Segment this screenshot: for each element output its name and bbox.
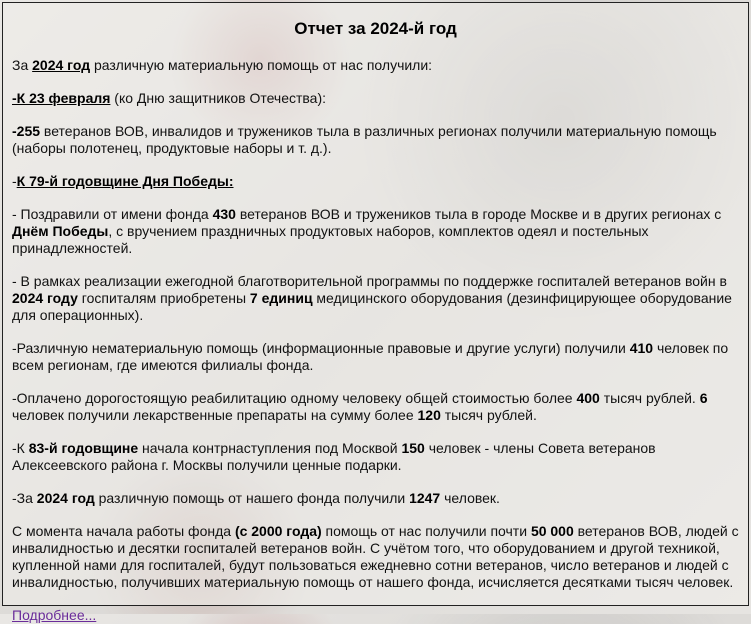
- report-paragraph: [12, 123, 742, 157]
- highlight-text: 430: [212, 206, 236, 222]
- highlight-text: Днём Победы: [12, 223, 109, 239]
- report-paragraph: [12, 57, 742, 74]
- highlight-text: 150: [401, 440, 425, 456]
- paragraph-text: человек.: [440, 490, 500, 506]
- paragraph-text: различную материальную помощь от нас получили:: [90, 57, 433, 73]
- highlight-text: 410: [629, 340, 654, 356]
- report-paragraph: [12, 523, 742, 591]
- report-paragraph: [12, 90, 742, 107]
- report-paragraph: [12, 440, 742, 474]
- more-link[interactable]: Подробнее...: [12, 607, 97, 623]
- highlight-text: -255: [12, 123, 41, 139]
- paragraph-text: , с вручением праздничных продуктовых наборов, комплектов одеял и постельных принадлежностей.: [12, 223, 649, 256]
- paragraph-text: -К: [12, 440, 29, 456]
- highlight-text: 6: [699, 390, 708, 406]
- report-body: [9, 57, 742, 591]
- paragraph-text: начала контрнаступления под Москвой: [138, 440, 402, 456]
- paragraph-text: ветеранов ВОВ, инвалидов и тружеников тыла в различных регионах получили материальную помощь (наборы полотенец, продуктовые наборы и т. д.).: [12, 123, 717, 156]
- report-paragraph: [12, 206, 742, 257]
- paragraph-text: За: [12, 57, 33, 73]
- report-paragraph: [12, 273, 742, 324]
- paragraph-text: человек по всем регионам, где имеются филиалы фонда.: [12, 340, 729, 373]
- paragraph-text: ветеранов ВОВ и тружеников тыла в городе Москве и в других регионах с: [235, 206, 722, 222]
- report-paragraph: [12, 490, 742, 507]
- paragraph-text: помощь от нас получили почти: [321, 523, 531, 539]
- highlight-text: 400: [576, 390, 600, 406]
- paragraph-text: различную помощь от нашего фонда получили: [94, 490, 410, 506]
- report-paragraph: [12, 173, 742, 190]
- highlight-text: 120: [417, 407, 441, 423]
- highlight-text: 2024 год: [32, 57, 91, 73]
- highlight-text: 2024 год: [36, 490, 95, 506]
- paragraph-text: -Оплачено дорогостоящую реабилитацию одному человеку общей стоимостью более: [12, 390, 577, 406]
- report-paragraph: [12, 340, 742, 374]
- highlight-text: 1247: [409, 490, 441, 506]
- paragraph-text: -За: [12, 490, 37, 506]
- report-paragraph: [12, 390, 742, 424]
- report-title: Отчет за 2024-й год: [294, 19, 457, 38]
- paragraph-text: (ко Дню защитников Отечества):: [110, 90, 327, 106]
- paragraph-text: -: [12, 173, 17, 189]
- paragraph-text: С момента начала работы фонда: [12, 523, 235, 539]
- paragraph-text: человек получили лекарственные препараты на сумму более: [12, 407, 418, 423]
- report-panel: [2, 2, 749, 623]
- paragraph-text: тысяч рублей.: [599, 390, 700, 406]
- highlight-text: 50 000: [530, 523, 574, 539]
- highlight-text: -К 23 февраля: [12, 90, 111, 106]
- highlight-text: 2024 году: [12, 290, 78, 306]
- highlight-text: К 79-й годовщине Дня Победы:: [16, 173, 234, 189]
- paragraph-text: - В рамках реализации ежегодной благотворительной программы по поддержке госпиталей ветеранов войн в: [12, 273, 727, 289]
- paragraph-text: медицинского оборудования (дезинфицирующее оборудование для операционных).: [12, 290, 732, 323]
- highlight-text: 83-й годовщине: [28, 440, 139, 456]
- paragraph-text: тысяч рублей.: [440, 407, 537, 423]
- highlight-text: (с 2000 года): [234, 523, 322, 539]
- paragraph-text: ветеранов ВОВ, людей с инвалидностью и десятки госпиталей ветеранов войн. С учётом того, что оборудованием и другой техникой, купленной нами для госпиталей, будут пользоваться ежедневно сотни ветеранов, число ветеранов и людей с инвалидностью, получивших материальную помощь от нашего фонда, исчисляется десятками тысяч человек.: [12, 523, 739, 590]
- paragraph-text: -Различную нематериальную помощь (информационные правовые и другие услуги) получили: [12, 340, 630, 356]
- paragraph-text: госпиталям приобретены: [77, 290, 250, 306]
- highlight-text: 7 единиц: [249, 290, 313, 306]
- paragraph-text: человек - члены Совета ветеранов Алексеевского района г. Москвы получили ценные подарки.: [12, 440, 656, 473]
- paragraph-text: - Поздравили от имени фонда: [12, 206, 213, 222]
